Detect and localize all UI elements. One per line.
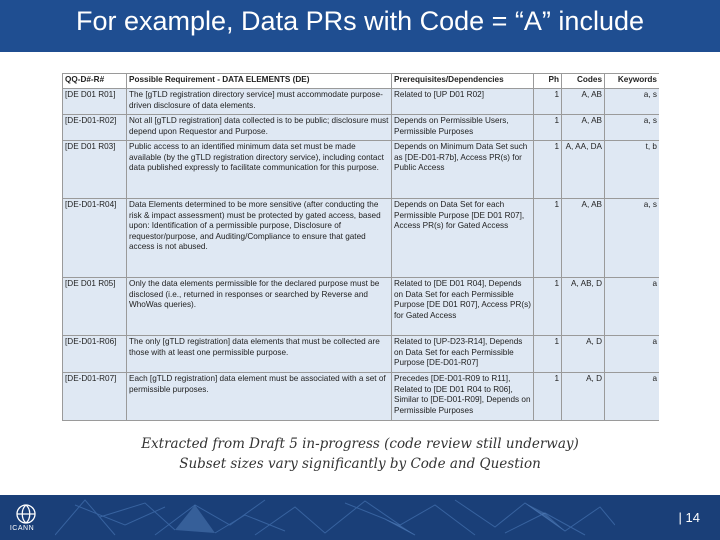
cell-requirement: The only [gTLD registration] data elements that must be collected are those with at least one permissible purpose. xyxy=(127,336,392,373)
caption-line-1: Extracted from Draft 5 in-progress (code review still underway) xyxy=(141,436,579,452)
cell-codes: A, D xyxy=(562,336,605,373)
cell-id: [DE D01 R05] xyxy=(63,278,127,336)
cell-requirement: Data Elements determined to be more sensitive (after conducting the risk & impact assessment) must be protected by gated access, based upon: Identification of a permissible purpose, Disclosure of requestor/purpose, and Auditing/Compliance to ensure that gated access is not abused. xyxy=(127,199,392,278)
cell-keywords: a xyxy=(605,373,660,421)
cell-codes: A, D xyxy=(562,373,605,421)
cell-codes: A, AB xyxy=(562,115,605,141)
cell-requirement: The [gTLD registration directory service] must accommodate purpose-driven disclosure of data elements. xyxy=(127,89,392,115)
cell-prerequisites: Depends on Minimum Data Set such as [DE-D01-R7b], Access PR(s) for Public Access xyxy=(392,141,534,199)
cell-id: [DE-D01-R02] xyxy=(63,115,127,141)
table-row xyxy=(63,278,660,336)
title-bar xyxy=(0,0,720,52)
requirements-table-image xyxy=(62,73,659,429)
cell-phase: 1 xyxy=(534,115,562,141)
caption-line-2: Subset sizes vary significantly by Code and Question xyxy=(179,456,541,472)
footer-pattern xyxy=(55,495,615,540)
cell-prerequisites: Related to [UP-D23-R14], Depends on Data Set for each Permissible Purpose [DE-D01-R07] xyxy=(392,336,534,373)
table-row xyxy=(63,336,660,373)
header-id: QQ-D#-R# xyxy=(63,74,127,89)
cell-keywords: t, b xyxy=(605,141,660,199)
cell-id: [DE-D01-R04] xyxy=(63,199,127,278)
cell-keywords: a xyxy=(605,278,660,336)
cell-codes: A, AB xyxy=(562,89,605,115)
logo-text: ICANN xyxy=(9,525,35,532)
slide-title: For example, Data PRs with Code = “A” include xyxy=(76,6,644,36)
cell-phase: 1 xyxy=(534,336,562,373)
cell-keywords: a xyxy=(605,336,660,373)
header-keywords: Keywords xyxy=(605,74,660,89)
cell-prerequisites: Depends on Data Set for each Permissible Purpose [DE D01 R07], Access PR(s) for Gated Access xyxy=(392,199,534,278)
cell-requirement: Not all [gTLD registration] data collected is to be public; disclosure must depend upon Requestor and Purpose. xyxy=(127,115,392,141)
requirements-table xyxy=(62,73,659,421)
cell-requirement: Public access to an identified minimum data set must be made available (by the gTLD registration directory service), including contact data published expressly to facilitate communication for this purpose. xyxy=(127,141,392,199)
table-row xyxy=(63,115,660,141)
cell-requirement: Only the data elements permissible for the declared purpose must be disclosed (i.e., returned in responses or searched by Reverse and WhoWas queries). xyxy=(127,278,392,336)
cell-phase: 1 xyxy=(534,199,562,278)
header-prerequisites: Prerequisites/Dependencies xyxy=(392,74,534,89)
table-header-row xyxy=(63,74,660,89)
cell-id: [DE D01 R03] xyxy=(63,141,127,199)
table-row xyxy=(63,141,660,199)
table-row xyxy=(63,373,660,421)
table-row xyxy=(63,199,660,278)
header-codes: Codes xyxy=(562,74,605,89)
cell-keywords: a, s xyxy=(605,89,660,115)
table-row xyxy=(63,89,660,115)
caption xyxy=(0,434,720,474)
cell-phase: 1 xyxy=(534,141,562,199)
cell-prerequisites: Precedes [DE-D01-R09 to R11], Related to [DE D01 R04 to R06], Similar to [DE-D01-R09], Depends on Permissible Purposes xyxy=(392,373,534,421)
cell-id: [DE-D01-R07] xyxy=(63,373,127,421)
cell-codes: A, AB, D xyxy=(562,278,605,336)
cell-prerequisites: Related to [DE D01 R04], Depends on Data Set for each Permissible Purpose [DE D01 R07], Access PR(s) for Gated Access xyxy=(392,278,534,336)
header-phase: Ph xyxy=(534,74,562,89)
cell-requirement: Each [gTLD registration] data element must be associated with a set of permissible purposes. xyxy=(127,373,392,421)
cell-codes: A, AA, DA xyxy=(562,141,605,199)
cell-id: [DE D01 R01] xyxy=(63,89,127,115)
cell-phase: 1 xyxy=(534,373,562,421)
cell-keywords: a, s xyxy=(605,115,660,141)
page-number: | 14 xyxy=(678,510,700,525)
cell-phase: 1 xyxy=(534,278,562,336)
footer-band xyxy=(0,495,720,540)
cell-codes: A, AB xyxy=(562,199,605,278)
cell-keywords: a, s xyxy=(605,199,660,278)
cell-prerequisites: Depends on Permissible Users, Permissible Purposes xyxy=(392,115,534,141)
cell-id: [DE-D01-R06] xyxy=(63,336,127,373)
header-requirement: Possible Requirement - DATA ELEMENTS (DE) xyxy=(127,74,392,89)
cell-prerequisites: Related to [UP D01 R02] xyxy=(392,89,534,115)
cell-phase: 1 xyxy=(534,89,562,115)
